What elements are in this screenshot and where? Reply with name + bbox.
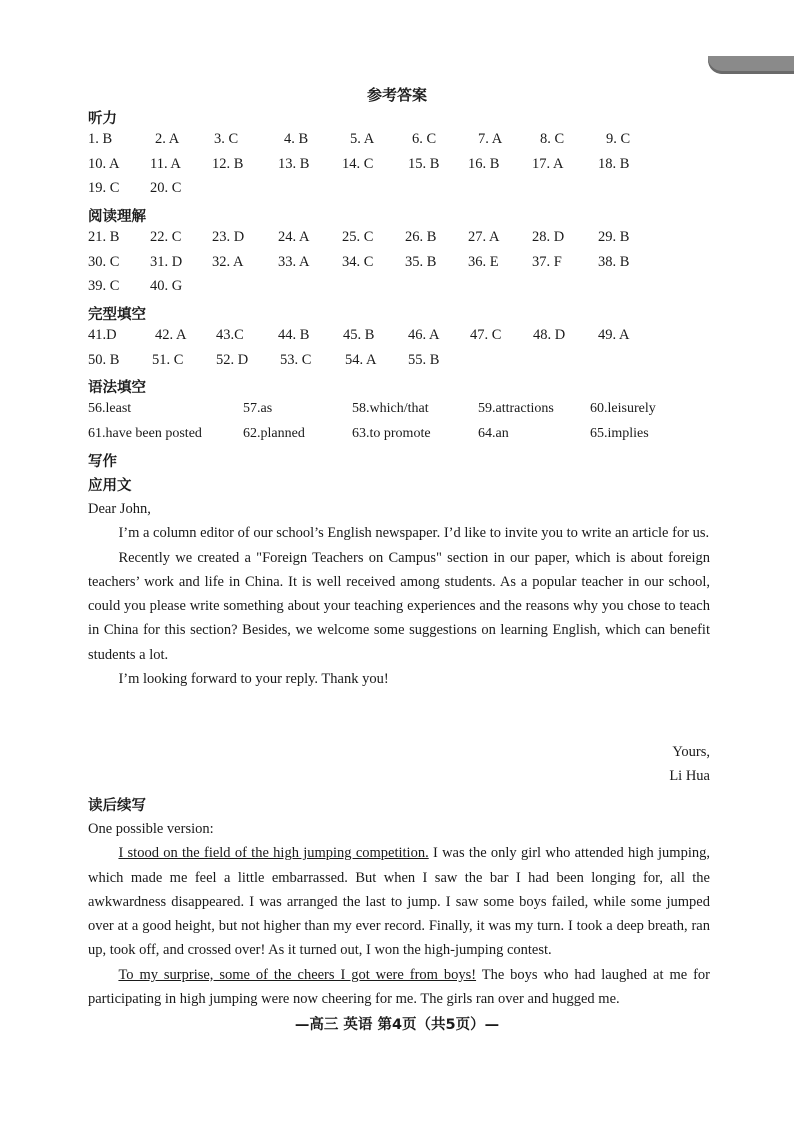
answer-item: 33. A [278,254,310,270]
paragraph-text: The boys who had laughed at me for participating in high jumping were now cheering for me. The girls ran over and hugged me. [88,966,710,1008]
answer-item: 29. B [598,229,630,245]
letter-salutation: Dear John, [88,501,151,517]
writing-heading: 写作 [88,454,117,470]
answer-item: 53. C [280,352,312,368]
answer-item: 59.attractions [478,401,554,416]
page-title: 参考答案 [366,86,427,104]
answer-item: 35. B [405,254,437,270]
answer-item: 12. B [212,156,244,172]
letter-paragraph: I’m a column editor of our school’s English newspaper. I’d like to invite you to write an article for us. [118,525,710,542]
answer-item: 17. A [532,156,564,172]
answer-item: 16. B [468,156,500,172]
answer-row [0,426,794,448]
answer-item: 9. C [606,131,631,147]
continuation-paragraph [88,963,710,1012]
continuation-paragraph [88,841,710,962]
continuation-intro: One possible version: [88,821,214,837]
listening-heading: 听力 [88,111,117,127]
answer-item: 24. A [278,229,310,245]
answer-item: 47. C [470,327,502,343]
answer-item: 32. A [212,254,244,270]
answer-item: 49. A [598,327,630,343]
answer-item: 42. A [155,327,187,343]
answer-item: 41.D [88,327,117,343]
answer-item: 54. A [345,352,377,368]
cloze-heading: 完型填空 [88,307,146,323]
answer-row [0,352,794,374]
answer-row [0,229,794,251]
letter-closing: Yours, [672,744,710,760]
answer-item: 55. B [408,352,440,368]
answer-item: 25. C [342,229,374,245]
answer-item: 51. C [152,352,184,368]
answer-item: 14. C [342,156,374,172]
answer-item: 40. G [150,278,183,294]
answer-item: 62.planned [243,426,305,441]
answer-item: 43.C [216,327,244,343]
writing-subheading: 应用文 [88,478,132,494]
answer-item: 2. A [155,131,180,147]
answer-item: 31. D [150,254,183,270]
answer-item: 56.least [88,401,132,416]
answer-item: 63.to promote [352,426,431,441]
answer-item: 8. C [540,131,565,147]
answer-item: 5. A [350,131,375,147]
letter-paragraph: Recently we created a "Foreign Teachers on Campus" section in our paper, which is about foreign teachers’ work and life in China. It is well received among students. As a popular teacher in our school, could you please write something about your teaching experiences and the reasons why you chose to teach in China for this section? Besides, we welcome some suggestions on learning English, which can benefit students a lot. [88,549,710,663]
underlined-sentence: To my surprise, some of the cheers I got were from boys! [118,966,477,983]
answer-item: 7. A [478,131,503,147]
answer-item: 26. B [405,229,437,245]
answer-item: 52. D [216,352,249,368]
answer-item: 50. B [88,352,120,368]
answer-row [0,327,794,349]
answer-item: 30. C [88,254,120,270]
answer-item: 21. B [88,229,120,245]
page-footer: —高三 英语 第4页（共5页）— [294,1017,500,1033]
letter-signature: Li Hua [669,768,710,784]
answer-item: 48. D [533,327,566,343]
answer-item: 11. A [150,156,181,172]
answer-item: 15. B [408,156,440,172]
answer-item: 61.have been posted [88,426,202,441]
letter-body [88,497,710,691]
answer-item: 20. C [150,180,182,196]
answer-item: 38. B [598,254,630,270]
answer-item: 46. A [408,327,440,343]
answer-item: 19. C [88,180,120,196]
answer-item: 28. D [532,229,565,245]
answer-item: 3. C [214,131,239,147]
continuation-heading: 读后续写 [88,798,146,814]
answer-item: 4. B [284,131,309,147]
grammar-heading: 语法填空 [88,380,146,396]
answer-item: 27. A [468,229,500,245]
answer-item: 58.which/that [352,401,429,416]
continuation-body [88,817,710,1011]
answer-item: 57.as [243,401,273,416]
answer-row [0,180,794,202]
answer-item: 39. C [88,278,120,294]
paragraph-text: I was the only girl who attended high jumping, which made me feel a little embarrassed. But when I saw the bar I had been longing for, all the awkwardness disappeared. I was arranged the last to jump. I saw some boys failed, while some jumped over at a good height, but not higher than my ever record. Finally, it was my turn. I took a deep breath, ran up, took off, and crossed over! As it turned out, I won the high-jumping contest. [88,845,710,959]
answer-item: 44. B [278,327,310,343]
answer-row [0,401,794,423]
answer-item: 10. A [88,156,120,172]
answer-item: 23. D [212,229,245,245]
answer-item: 18. B [598,156,630,172]
answer-item: 1. B [88,131,113,147]
answer-row [0,156,794,178]
letter-paragraph: I’m looking forward to your reply. Thank you! [118,671,389,688]
answer-item: 64.an [478,426,509,441]
underlined-sentence: I stood on the field of the high jumping competition. [118,845,429,862]
answer-row [0,131,794,153]
answer-row [0,278,794,300]
answer-row [0,254,794,276]
answer-item: 34. C [342,254,374,270]
answer-item: 65.implies [590,426,649,441]
answer-item: 36. E [468,254,499,270]
answer-item: 60.leisurely [590,401,656,416]
answer-item: 37. F [532,254,562,270]
answer-item: 45. B [343,327,375,343]
answer-item: 13. B [278,156,310,172]
answer-item: 22. C [150,229,182,245]
answer-item: 6. C [412,131,437,147]
reading-heading: 阅读理解 [88,209,146,225]
